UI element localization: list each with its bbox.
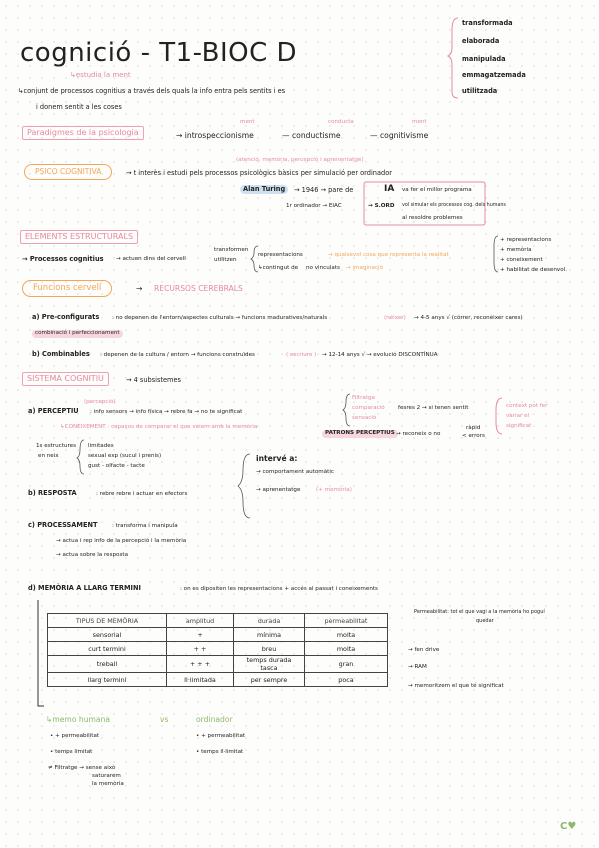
table-row [48,642,388,656]
context-note: context pot fer [506,403,548,409]
contingut-text: ↳contingut de [258,265,299,271]
qualsevol-text: → qualsevol cosa que representa la realitat [328,252,449,258]
intervé-label: intervé a: [256,454,298,463]
verb-item: elaborada [462,37,500,45]
processament-label: c) PROCESSAMENT [28,521,98,529]
alan-turing: Alan Turing [240,185,288,194]
combinables-end: → 12-14 anys √ → evolució DISCONTÍNUA [322,352,438,358]
table-cell: temps durada tasca [234,656,305,673]
list-item: + representacions [500,237,552,243]
sord-text: vol simular els processos cog. dels humans [402,203,506,208]
processament-text: : transforma i manipula [112,523,178,529]
processament-2: → actua sobre la resposta [56,552,128,558]
paradigm-note: ment [240,119,255,125]
definition-line1: ↳conjunt de processos cognitius a través dels quals la info entra pels sentits i es [18,87,286,95]
patrons-perceptius: PATRONS PERCEPTIUS [322,430,398,438]
imaginacio: → imaginació [346,265,384,271]
first-computer: 1r ordinador → EIAC [286,203,342,209]
table-cell: Il·limitada [167,673,234,687]
preconfig-note: (néixer) [384,315,406,321]
table-cell: sensorial [48,628,167,642]
funcions-arrow: → [136,284,143,293]
rapid: ràpid [466,425,481,431]
percepcio-note: (percepció) [84,399,116,405]
table-row [48,656,388,673]
verb-item: emmagatzemada [462,71,526,79]
reconeix: → reconeix o no [396,431,441,437]
memo-humana-title: ↳memo humana [46,715,111,724]
filtratge: Filtratge [352,395,376,401]
permeabilitat-note: Permeabilitat: tot el que vagi a la memòria ho poguí [414,609,545,615]
paradigm-note: ment [412,119,427,125]
perceptiu-text: : info sensors → info física → rebre fa → no te significat [90,409,243,415]
table-cell: poca [305,673,388,687]
table-cell: treball [48,656,167,673]
errors: < errors [462,433,485,439]
table-cell: molta [305,628,388,642]
funcions-label: Funcions cervell [22,280,112,297]
table-cell: + + [167,642,234,656]
psico-note: (atenció, memòria, percepció i aprenentatge) [236,157,364,163]
compare-left-item: • + permeabilitat [50,733,100,739]
paradigm-item: → introspeccionisme [176,131,254,140]
paradigms-label: Paradigmes de la psicologia [22,126,144,140]
paradigm-note: conducta [328,119,354,125]
table-cell: llarg termini [48,673,167,687]
en-neix: en neix [38,453,59,459]
table-header: permeabilitat [305,614,388,628]
table-side-note: → fen drive [408,647,440,653]
table-cell: mínima [234,628,305,642]
table-cell: gran [305,656,388,673]
combinables-label: b) Combinables [32,350,90,358]
utilitzen: utilitzen [214,257,237,263]
memory-table [47,613,388,687]
vs-label: vs [160,715,169,724]
sord-text2: al resoldre problemes [402,215,463,221]
aprenentatge: → aprenentatge [256,487,301,493]
compare-left-item: • temps limitat [50,749,93,755]
coneixement-text: ↳CONEIXEMENT : capaços de comparar el que veiem amb la memòria [60,424,258,430]
signature: C♥ [560,821,577,832]
sensacio: sensació [352,415,377,421]
processos-label: → Processos cognitius [22,255,104,263]
alan-rest: → 1946 → pare de [294,186,354,194]
verb-item: transformada [462,19,513,27]
fesres: fesres 2 → si tenen sentit [398,405,469,411]
sistema-sub: → 4 subsistemes [126,376,181,384]
representacions: representacions [258,252,303,258]
table-side-note: → memoritzem el que té significat [408,683,504,689]
table-row [48,628,388,642]
context-note: significat [506,423,532,429]
comparacio: comparació [352,405,385,411]
table-header: amplitud [167,614,234,628]
list-item: + coneixement [500,257,543,263]
combinables-text: : depenen de la cultura / entorn → funcions construïdes [100,352,255,358]
resposta-text: : rebre rebre i actuar en efectors [96,491,188,497]
list-item: + memòria [500,247,532,253]
no-vinculats: no vinculats [306,265,340,271]
comportament: → comportament automàtic [256,469,335,475]
compare-right-item: • temps il·limitat [196,749,244,755]
ordinador-title: ordinador [196,715,233,724]
ia-rest: va fer el millor programa [402,187,472,193]
table-row [48,673,388,687]
preconfig-label: a) Pre-configurats [32,313,100,321]
combinacio: combinació i perfeccionament [32,330,123,338]
estructures: 1s estructures [36,443,76,449]
memoria-label: d) MEMÒRIA A LLARG TERMINI [28,584,141,592]
context-note: variar el [506,413,530,419]
preconfig-text: : no depenen de l'entorn/aspectes culturals → funcions maduratives/naturals [112,315,328,321]
actuen-text: → actuen dins del cervell [116,256,186,262]
table-cell: breu [234,642,305,656]
compare-left-item: saturarem [92,773,121,779]
paradigm-item: — conductisme [282,131,341,140]
table-header-row [48,614,388,628]
verb-item: utilitzada [462,87,498,95]
resposta-label: b) RESPOSTA [28,489,77,497]
title-subtitle: ↳estudia la ment [70,71,131,79]
perceptiu-label: a) PERCEPTIU [28,407,79,415]
definition-line2: i donem sentit a les coses [36,103,122,111]
table-cell: curt termini [48,642,167,656]
memoria-note: (+ memòria) [316,487,352,493]
table-cell: + [167,628,234,642]
table-header: durada [234,614,305,628]
preconfig-end: → 4-5 anys √ (córrer, reconèixer cares) [414,315,523,321]
compare-left-item: ≠ Filtratge → sense això [48,765,116,771]
compare-left-item: la memòria [92,781,124,787]
permeabilitat-note2: quedar [476,618,494,624]
sord-label: → S.ORD [368,203,395,209]
processament-1: → actua i rep info de la percepció i la memòria [56,538,187,544]
sistema-label: SISTEMA COGNITIU [22,372,109,386]
limitades: limitades [88,443,114,449]
memoria-text: : on es dipositen les representacions + accés al passat i coneixements [180,586,378,592]
verb-item: manipulada [462,55,506,63]
recursos-label: RECURSOS CEREBRALS [154,284,243,293]
elements-label: ELEMENTS ESTRUCTURALS [20,230,138,244]
table-cell: per sempre [234,673,305,687]
combinables-note: ( escriure ) [286,352,317,358]
ia-label: IA [384,184,395,194]
paradigm-item: — cognitivisme [370,131,429,140]
psico-line1: → t interès i estudi pels processos psicològics bàsics per simulació per ordinador [126,169,392,177]
psico-label: PSICO COGNITIVA [24,164,112,180]
list-item: + habilitat de desenvol. [500,267,567,273]
gust: gust - olfacte - tacte [88,463,145,469]
table-side-note: → RAM [408,664,427,670]
compare-right-item: • + permeabilitat [196,733,246,739]
table-cell: molta [305,642,388,656]
table-header: TIPUS DE MEMÒRIA [48,614,167,628]
transformen: transformen [214,247,249,253]
table-cell: + + + [167,656,234,673]
page-title: cognició - T1-BIOC D [20,38,298,68]
sexual: sexual exp (sucul i prenis) [88,453,162,459]
